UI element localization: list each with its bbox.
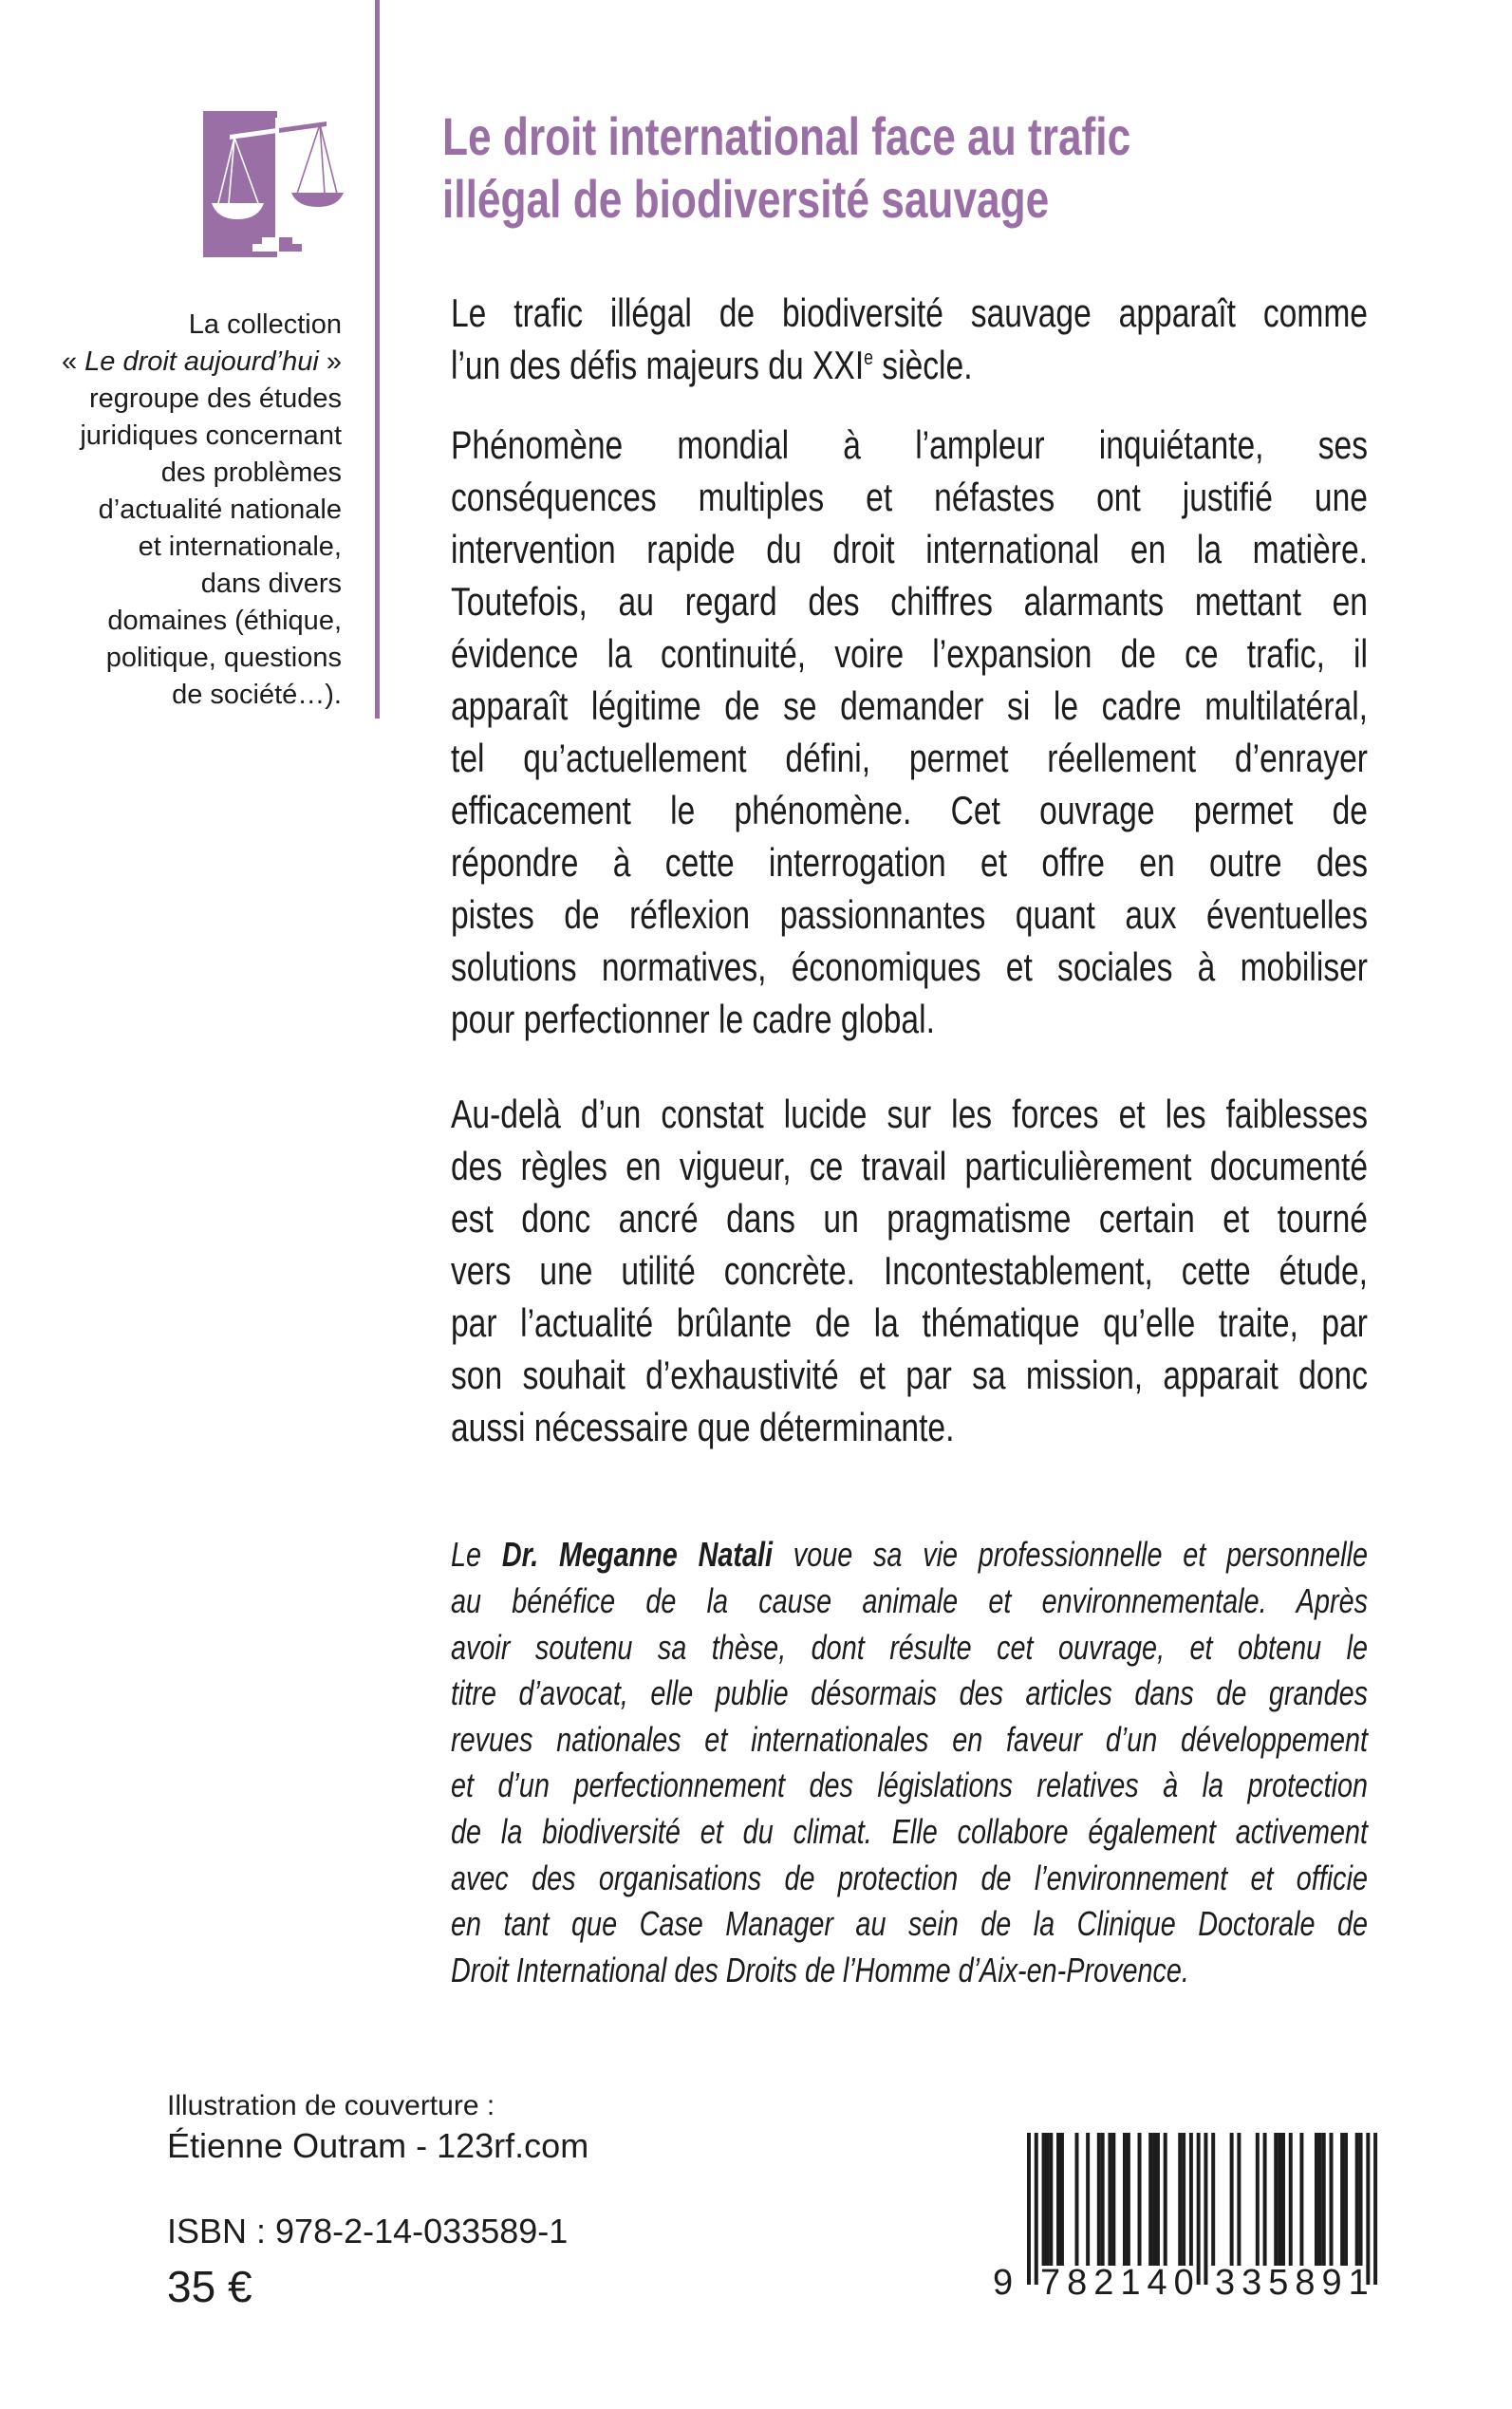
- collection-line: politique, questions: [105, 643, 342, 673]
- summary-line: par l’actualité brûlante de la thématique qu’elle traite, par: [451, 1299, 1368, 1345]
- summary-line: aussi nécessaire que déterminante.: [451, 1404, 955, 1449]
- summary-line: Au-delà d’un constat lucide sur les forces et les faiblesses: [451, 1091, 1368, 1136]
- barcode-first-digit: 9: [993, 2263, 1019, 2303]
- summary-line: est donc ancré dans un pragmatisme certain et tourné: [451, 1195, 1368, 1241]
- summary-line: conséquences multiples et néfastes ont justifié une: [451, 474, 1368, 519]
- illustration-label: Illustration de couverture :: [167, 2090, 495, 2121]
- vertical-divider: [375, 0, 380, 719]
- collection-line: regroupe des études: [88, 383, 342, 414]
- isbn: ISBN : 978-2-14-033589-1: [167, 2212, 569, 2250]
- collection-line: de société…).: [172, 680, 342, 710]
- collection-line: dans divers: [200, 569, 342, 599]
- summary-line: l’un des défis majeurs du XXIe siècle.: [451, 342, 973, 387]
- summary-line: vers une utilité concrète. Incontestablement, cette étude,: [451, 1247, 1368, 1293]
- summary-line: apparaît légitime de se demander si le cadre multilatéral,: [451, 682, 1368, 728]
- bio-line: au bénéfice de la cause animale et environnementale. Après: [451, 1581, 1368, 1621]
- price: 35 €: [167, 2262, 252, 2311]
- summary-line: des règles en vigueur, ce travail particulièrement documenté: [451, 1143, 1368, 1188]
- bio-line: Le Dr. Meganne Natali voue sa vie professionnelle et personnelle: [451, 1535, 1368, 1575]
- summary-line: Le trafic illégal de biodiversité sauvage apparaît comme: [451, 289, 1368, 335]
- summary-line: tel qu’actuellement défini, permet réellement d’enrayer: [451, 735, 1368, 780]
- summary-line: répondre à cette interrogation et offre en outre des: [451, 839, 1368, 885]
- collection-line: juridiques concernant: [80, 420, 342, 451]
- summary-line: son souhait d’exhaustivité et par sa mission, apparait donc: [451, 1352, 1368, 1397]
- barcode-right-digits: 335891: [1215, 2263, 1375, 2303]
- illustration-credit: Étienne Outram - 123rf.com: [167, 2126, 589, 2165]
- scales-of-justice-icon: [190, 100, 361, 271]
- collection-line: « Le droit aujourd’hui »: [61, 346, 342, 377]
- summary-line: efficacement le phénomène. Cet ouvrage permet de: [451, 787, 1368, 832]
- barcode-left-digits: 782140: [1040, 2263, 1201, 2303]
- summary-line: intervention rapide du droit international en la matière.: [451, 526, 1368, 571]
- bio-line: titre d’avocat, elle publie désormais des articles dans de grandes: [451, 1673, 1368, 1713]
- bio-line: et d’un perfectionnement des législations relatives à la protection: [451, 1765, 1368, 1805]
- collection-line: d’actualité nationale: [98, 495, 342, 525]
- bio-line: avoir soutenu sa thèse, dont résulte cet ouvrage, et obtenu le: [451, 1627, 1368, 1667]
- collection-line: des problèmes: [160, 458, 342, 488]
- summary-line: pistes de réflexion passionnantes quant aux éventuelles: [451, 891, 1368, 937]
- collection-name: Le droit aujourd’hui: [84, 346, 319, 377]
- summary-line: Toutefois, au regard des chiffres alarmants mettant en: [451, 578, 1368, 624]
- author-name: Dr. Meganne Natali: [501, 1535, 774, 1575]
- title-line: Le droit international face au trafic: [442, 106, 1131, 166]
- bio-line: en tant que Case Manager au sein de la Clinique Doctorale de: [451, 1904, 1368, 1944]
- collection-line: La collection: [188, 309, 342, 340]
- collection-line: domaines (éthique,: [107, 606, 342, 636]
- summary-line: solutions normatives, économiques et sociales à mobiliser: [451, 943, 1368, 989]
- bio-line: de la biodiversité et du climat. Elle collabore également activement: [451, 1812, 1368, 1852]
- summary-line: pour perfectionner le cadre global.: [451, 996, 935, 1041]
- bio-line: Droit International des Droits de l’Homme d’Aix-en-Provence.: [451, 1950, 1189, 1989]
- bio-line: revues nationales et internationales en faveur d’un développement: [451, 1719, 1368, 1759]
- summary-line: Phénomène mondial à l’ampleur inquiétante, ses: [451, 421, 1368, 467]
- collection-line: et internationale,: [138, 532, 342, 562]
- title-line: illégal de biodiversité sauvage: [442, 169, 1050, 229]
- summary-line: évidence la continuité, voire l’expansion de ce trafic, il: [451, 630, 1368, 676]
- bio-line: avec des organisations de protection de l’environnement et officie: [451, 1858, 1368, 1897]
- superscript: e: [864, 345, 873, 369]
